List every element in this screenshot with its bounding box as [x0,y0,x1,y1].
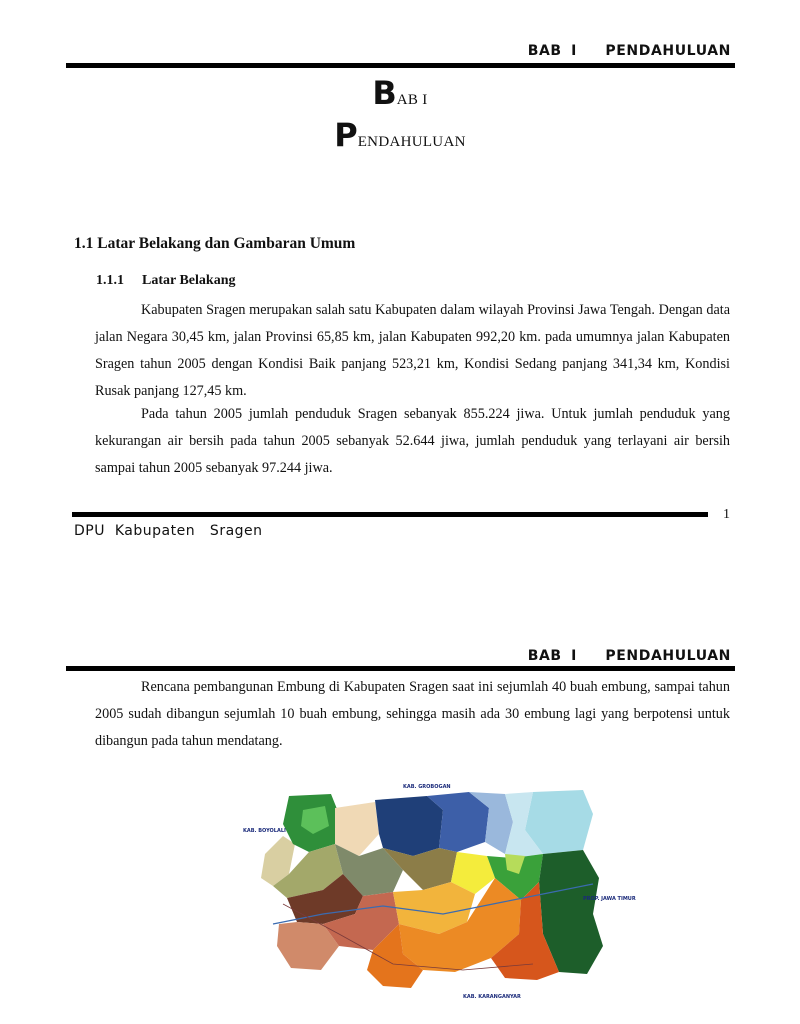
paragraph-embung: Rencana pembangunan Embung di Kabupaten Sragen saat ini sejumlah 40 buah embung, sampai tahun 2005 sudah dibangun sejumlah 10 buah embung, sehingga masih ada 30 embung lagi yang berpotensi untuk dibangun pada tahun mendatang. [95,679,730,749]
map-label-east: PROP. JAWA TIMUR [583,896,636,902]
chapter-title-rest: ENDAHULUAN [357,134,466,150]
sragen-regency-map [243,774,636,1006]
subsection-title: Latar Belakang [142,273,236,288]
subsection-number: 1.1.1 [96,273,124,288]
chapter-number-initial: B [372,74,397,112]
map-region [375,796,443,856]
page-header-2: BAB I PENDAHULUAN [527,648,731,664]
map-svg [243,774,636,1006]
page-header: BAB I PENDAHULUAN [527,43,731,59]
chapter-number [0,74,800,112]
page-number: 1 [723,507,730,522]
page-footer: DPU Kabupaten Sragen [74,523,263,539]
footer-rule [72,512,708,517]
header-rule [66,63,735,68]
map-label-south: KAB. KARANGANYAR [463,994,521,1000]
chapter-title-initial: P [334,116,358,154]
map-label-north: KAB. GROBOGAN [403,784,451,790]
paragraph-population: Pada tahun 2005 jumlah penduduk Sragen sebanyak 855.224 jiwa. Untuk jumlah penduduk yang kekurangan air bersih pada tahun 2005 sebanyak 52.644 jiwa, jumlah penduduk yang terlayani air bersih sampai tahun 2005 sebanyak 97.244 jiwa. [95,406,730,476]
paragraph-roads: Kabupaten Sragen merupakan salah satu Kabupaten dalam wilayah Provinsi Jawa Tengah. Dengan data jalan Negara 30,45 km, jalan Provinsi 65,85 km, jalan Kabupaten 992,20 km. pada umumnya jalan Kabupaten Sragen tahun 2005 dengan Kondisi Baik panjang 523,21 km, Kondisi Sedang panjang 341,34 km, Kondisi Rusak panjang 127,45 km. [95,302,730,399]
header-rule-2 [66,666,735,671]
chapter-number-rest: AB I [396,92,428,108]
section-heading: 1.1 Latar Belakang dan Gambaran Umum [74,235,356,252]
map-label-west: KAB. BOYOLALI [243,828,286,834]
chapter-title [0,116,800,154]
subsection-heading [96,273,235,289]
